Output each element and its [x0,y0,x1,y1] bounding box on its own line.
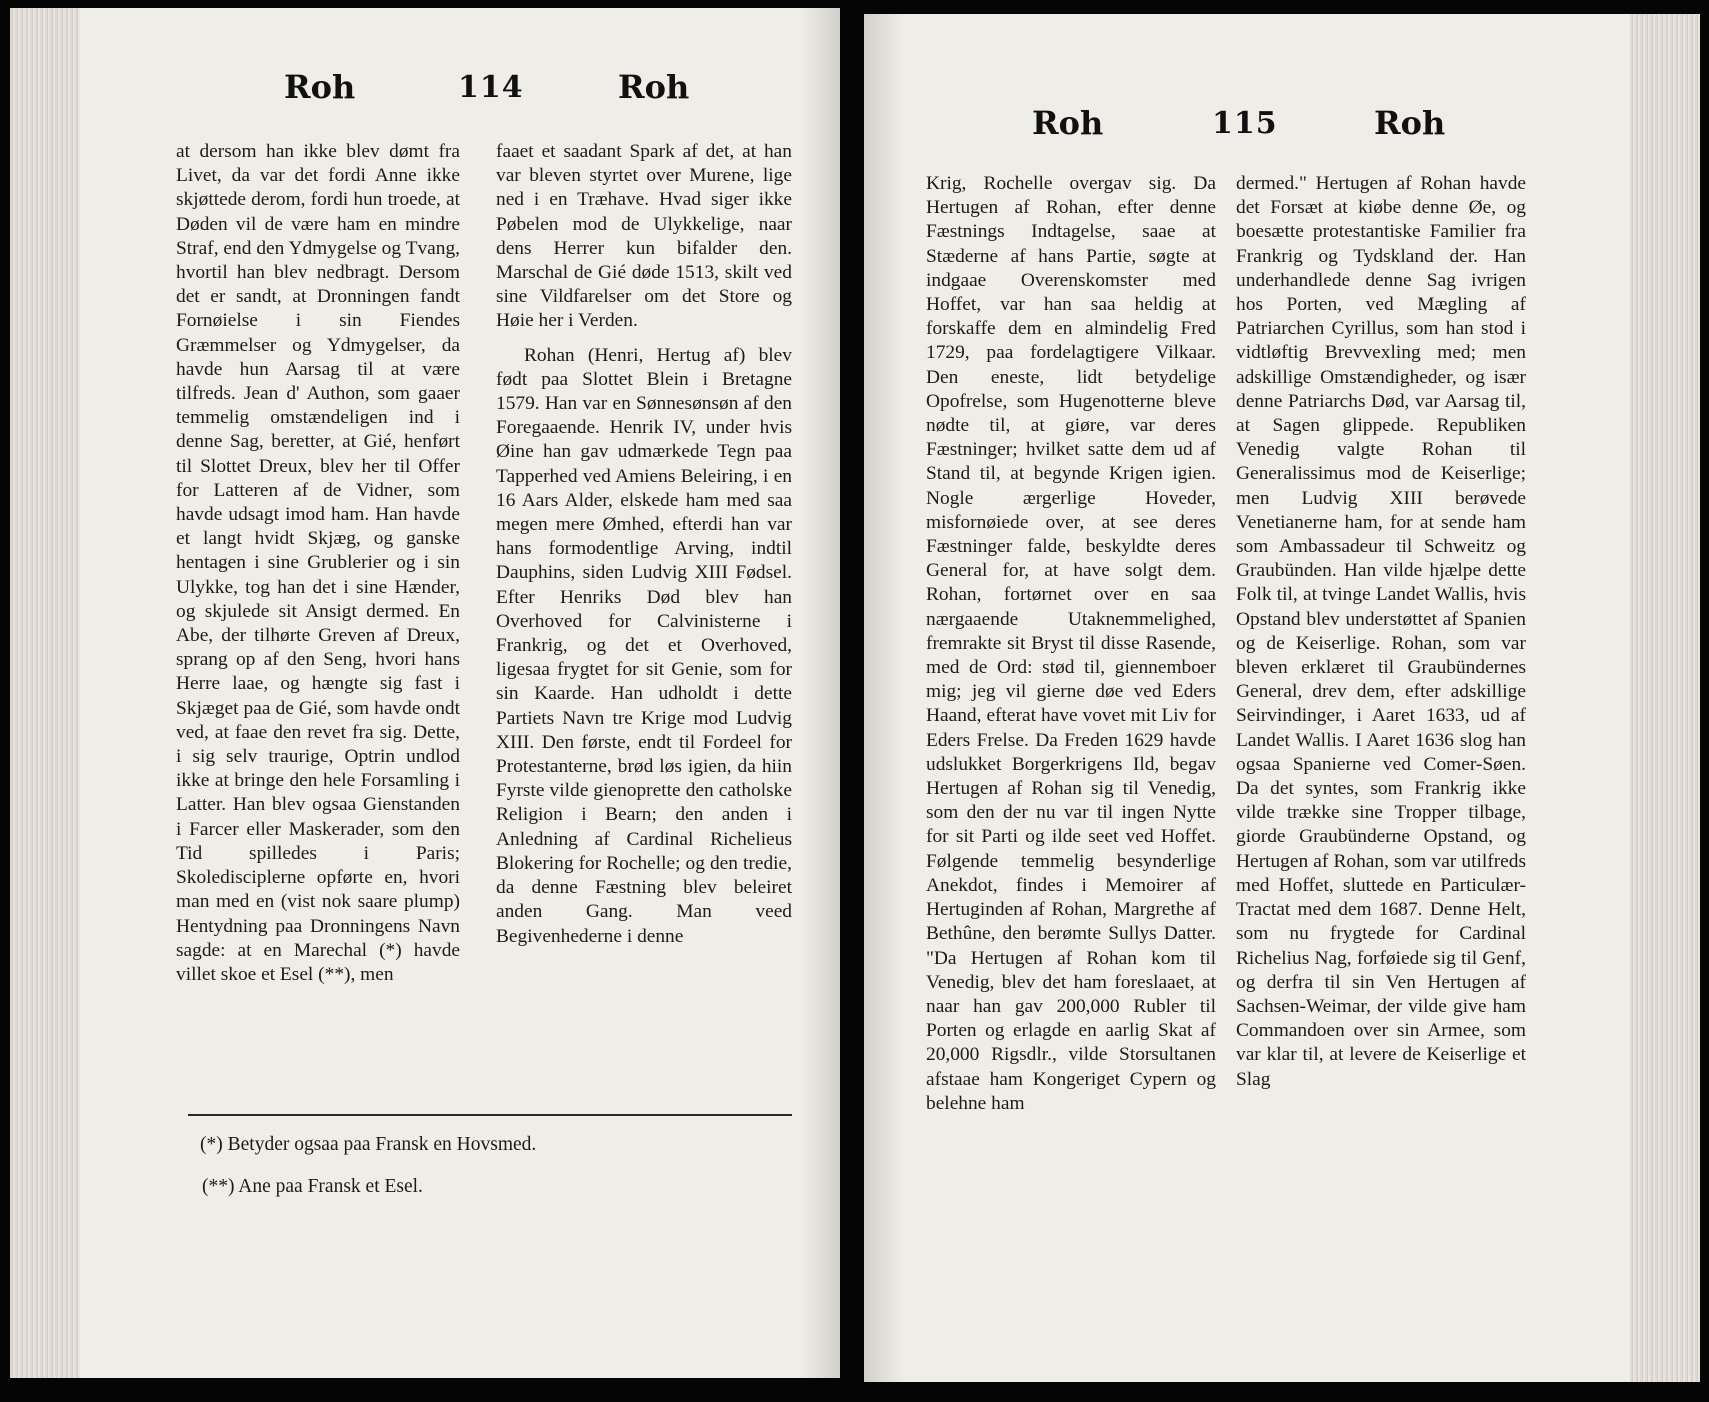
paragraph: faaet et saadant Spark af det, at han var bleven styrtet over Murene, lige ned i en Træhave. Hvad siger ikke Pøbelen mod de Ulykkelige, naar dens Herrer kun bifalder den. Marschal de Gié døde 1513, skilt ved sine Vildfarelser om det Store og Høie her i Verden. [496,141,792,332]
header-right: Roh [1374,104,1446,142]
paragraph: at dersom han ikke blev dømt fra Livet, da var det fordi Anne ikke skjøttede derom, fordi hun troede, at Døden vil de være ham en mindre Straf, end den Ydmygelse og Tvang, hvortil han blev nedbragt. Dersom det er sandt, at Dronningen fandt Fornøielse i sin Fiendes Græmmelser og Ydmygelser, da havde hun Aarsag til at være tilfreds. Jean d' Authon, som gaaer temmelig omstændeligen ind i denne Sag, beretter, at Gié, henført til Slottet Dreux, blev her til Offer for Latteren af de Vidner, som havde udsagt imod ham. Han havde et langt hvidt Skjæg, og ganske hentagen i sine Grublerier og i sin Ulykke, tog han det i sine Hænder, og skjulede sit Ansigt dermed. En Abe, der tilhørte Greven af Dreux, sprang op af den Seng, hvori hans Herre laae, og hængte sig fast i Skjæget paa de Gié, som havde ondt ved, at faae den revet fra sig. Dette, i sig selv traurige, Optrin undlod ikke at bringe den hele Forsamling i Latter. Han blev ogsaa Gienstanden i Farcer eller Maskerader, som den Tid spilledes i Paris; Skoledisciplerne opførte en, hvori man med en (vist nok saare plump) Hentydning paa Dronningens Navn sagde: at en Marechal (*) havde villet skoe et Esel (**), men [176,141,460,985]
page-gutter-shadow [864,14,904,1382]
page-gutter-shadow [800,8,840,1378]
right-page [864,14,1700,1382]
footnote-2: (**) Ane paa Fransk et Esel. [202,1176,423,1197]
footnote-1: (*) Betyder ogsaa paa Fransk en Hovsmed. [200,1134,537,1155]
header-left: Roh [284,68,356,106]
left-column-1 [176,140,460,987]
entry-rohan: Rohan (Henri, Hertug af) blev født paa Slottet Blein i Bretagne 1579. Han var en Sønnesønsøn af den Foregaaende. Henrik IV, under hvis Øine han gav udmærkede Tegn paa Tapperhed ved Amiens Beleiring, i en 16 Aars Alder, elskede ham med saa megen mere Ømhed, efterdi han var hans formodentlige Arving, indtil Dauphins, siden Ludvig XIII Fødsel. Efter Henriks Død blev han Overhoved for Calvinisterne i Frankrig, og det et Overhoved, ligesaa frygtet for sit Genie, som for sin Kaarde. Han udholdt i dette Partiets Navn tre Krige mod Ludvig XIII. Den første, endt til Fordeel for Protestanterne, brød løs igien, da hiin Fyrste vilde gienoprette den catholske Religion i Bearn; den anden i Anledning af Cardinal Richelieus Blokering for Rochelle; og den tredie, da denne Fæstning blev beleiret anden Gang. Man veed Begivenhederne i denne [496,344,792,947]
left-column-2 [496,140,792,949]
paragraph: dermed." Hertugen af Rohan havde det Forsæt at kiøbe denne Øe, og boesætte protestantiske Familier fra Frankrig og Tydskland der. Han underhandlede denne Sag ivrigen hos Porten, ved Mægling af Patriarchen Cyrillus, som han stod i vidtløftig Brevvexling med; men adskillige Omstændigheder, og især denne Patriarchs Død, var Aarsag til, at Sagen glippede. Republiken Venedig valgte Rohan til Generalissimus mod de Keiserlige; men Ludvig XIII berøvede Venetianerne ham, for at sende ham som Ambassadeur til Schweitz og Graubünden. Han vilde hjælpe dette Folk til, at tvinge Landet Wallis, hvis Opstand blev understøttet af Spanien og de Keiserlige. Rohan, som var bleven erklæret til Graubündernes General, drev dem, efter adskillige Seirvindinger, i Aaret 1633, ud af Landet Wallis. I Aaret 1636 slog han ogsaa Spanierne ved Comer-Søen. Da det syntes, som Frankrig ikke vilde trække sine Tropper tilbage, giorde Graubünderne Opstand, og Hertugen af Rohan, som var utilfreds med Hoffet, sluttede en Particulær-Tractat med dem 1687. Denne Helt, som nu frygtede for Cardinal Richelius Nag, forføiede sig til Genf, og derfra til sin Ven Hertugen af Sachsen-Weimar, der vilde give ham Commandoen over sin Armee, som var klar til, at levere de Keiserlige et Slag [1236,173,1526,1090]
right-column-1 [926,172,1216,1116]
header-left: Roh [1032,104,1104,142]
page-edges [1630,14,1700,1382]
page-number: 115 [1212,106,1278,141]
page-number: 114 [458,70,524,105]
footnote-rule [188,1114,792,1116]
paragraph: Krig, Rochelle overgav sig. Da Hertugen af Rohan, efter denne Fæstnings Indtagelse, saae at Stæderne af hans Partie, søgte at indgaae Overenskomster med Hoffet, var han saa heldig at forskaffe dem en almindelig Fred 1729, paa fordelagtigere Vilkaar. Den eneste, lidt betydelige Opofrelse, som Hugenotterne bleve nødte til, at giøre, var deres Fæstninger; hvilket satte dem ud af Stand til, at begynde Krigen igien. Nogle ærgerlige Hoveder, misfornøiede over, at see deres Fæstninger falde, beskyldte deres General for, at have solgt dem. Rohan, fortørnet over en saa nærgaaende Utaknemmelighed, fremrakte sit Bryst til disse Rasende, med de Ord: stød til, giennemboer mig; jeg vil gierne døe ved Eders Haand, efterat have vovet mit Liv for Eders Frelse. Da Freden 1629 havde udslukket Borgerkrigens Ild, begav Hertugen af Rohan sig til Venedig, som den der nu var til ingen Nytte for sit Parti og ilde seet ved Hoffet. Følgende temmelig besynderlige Anekdot, findes i Memoirer af Hertuginden af Rohan, Margrethe af Bethûne, den berømte Sullys Datter. "Da Hertugen af Rohan kom til Venedig, blev det ham foreslaaet, at naar han gav 200,000 Rubler til Porten og erlagde en aarlig Skat af 20,000 Rigsdlr., vilde Storsultanen afstaae ham Kongeriget Cypern og belehne ham [926,173,1216,1114]
page-edges [10,8,80,1378]
right-column-2 [1236,172,1526,1092]
left-page [10,8,840,1378]
header-right: Roh [618,68,690,106]
